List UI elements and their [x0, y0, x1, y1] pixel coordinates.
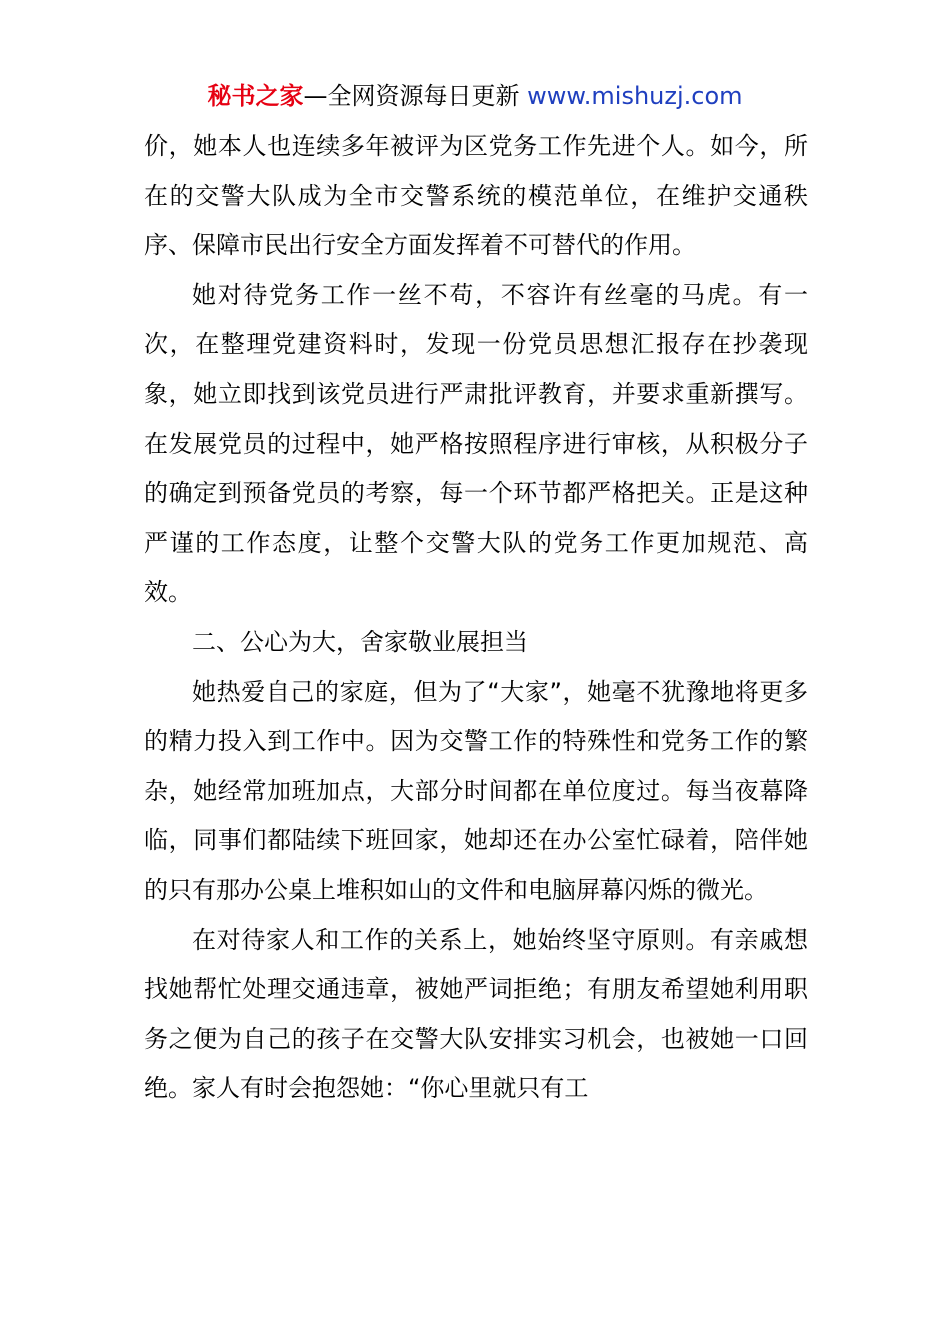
- paragraph: 她对待党务工作一丝不苟，不容许有丝毫的马虎。有一次，在整理党建资料时，发现一份党员思想汇报存在抄袭现象，她立即找到该党员进行严肃批评教育，并要求重新撰写。在发展党员的过程中，她严格按照程序进行审核，从积极分子的确定到预备党员的考察，每一个环节都严格把关。正是这种严谨的工作态度，让整个交警大队的党务工作更加规范、高效。: [144, 280, 808, 607]
- paragraph: 在对待家人和工作的关系上，她始终坚守原则。有亲戚想找她帮忙处理交通违章，被她严词拒绝；有朋友希望她利用职务之便为自己的孩子在交警大队安排实习机会，也被她一口回绝。家人有时会抱怨她：“你心里就只有工: [144, 925, 808, 1103]
- paragraph: 她热爱自己的家庭，但为了“大家”，她毫不犹豫地将更多的精力投入到工作中。因为交警工作的特殊性和党务工作的繁杂，她经常加班加点，大部分时间都在单位度过。每当夜幕降临，同事们都陆续下班回家，她却还在办公室忙碌着，陪伴她的只有那办公桌上堆积如山的文件和电脑屏幕闪烁的微光。: [144, 677, 808, 904]
- site-url-link[interactable]: www.mishuzj.com: [527, 82, 743, 110]
- document-body: [144, 122, 808, 1114]
- site-header: [0, 80, 950, 112]
- site-tagline: —全网资源每日更新: [303, 82, 520, 110]
- section-heading: 二、公心为大，舍家敬业展担当: [192, 627, 528, 656]
- paragraph-continuation: 价，她本人也连续多年被评为区党务工作先进个人。如今，所在的交警大队成为全市交警系统的模范单位，在维护交通秩序、保障市民出行安全方面发挥着不可替代的作用。: [144, 132, 808, 260]
- site-brand: 秘书之家: [207, 82, 304, 110]
